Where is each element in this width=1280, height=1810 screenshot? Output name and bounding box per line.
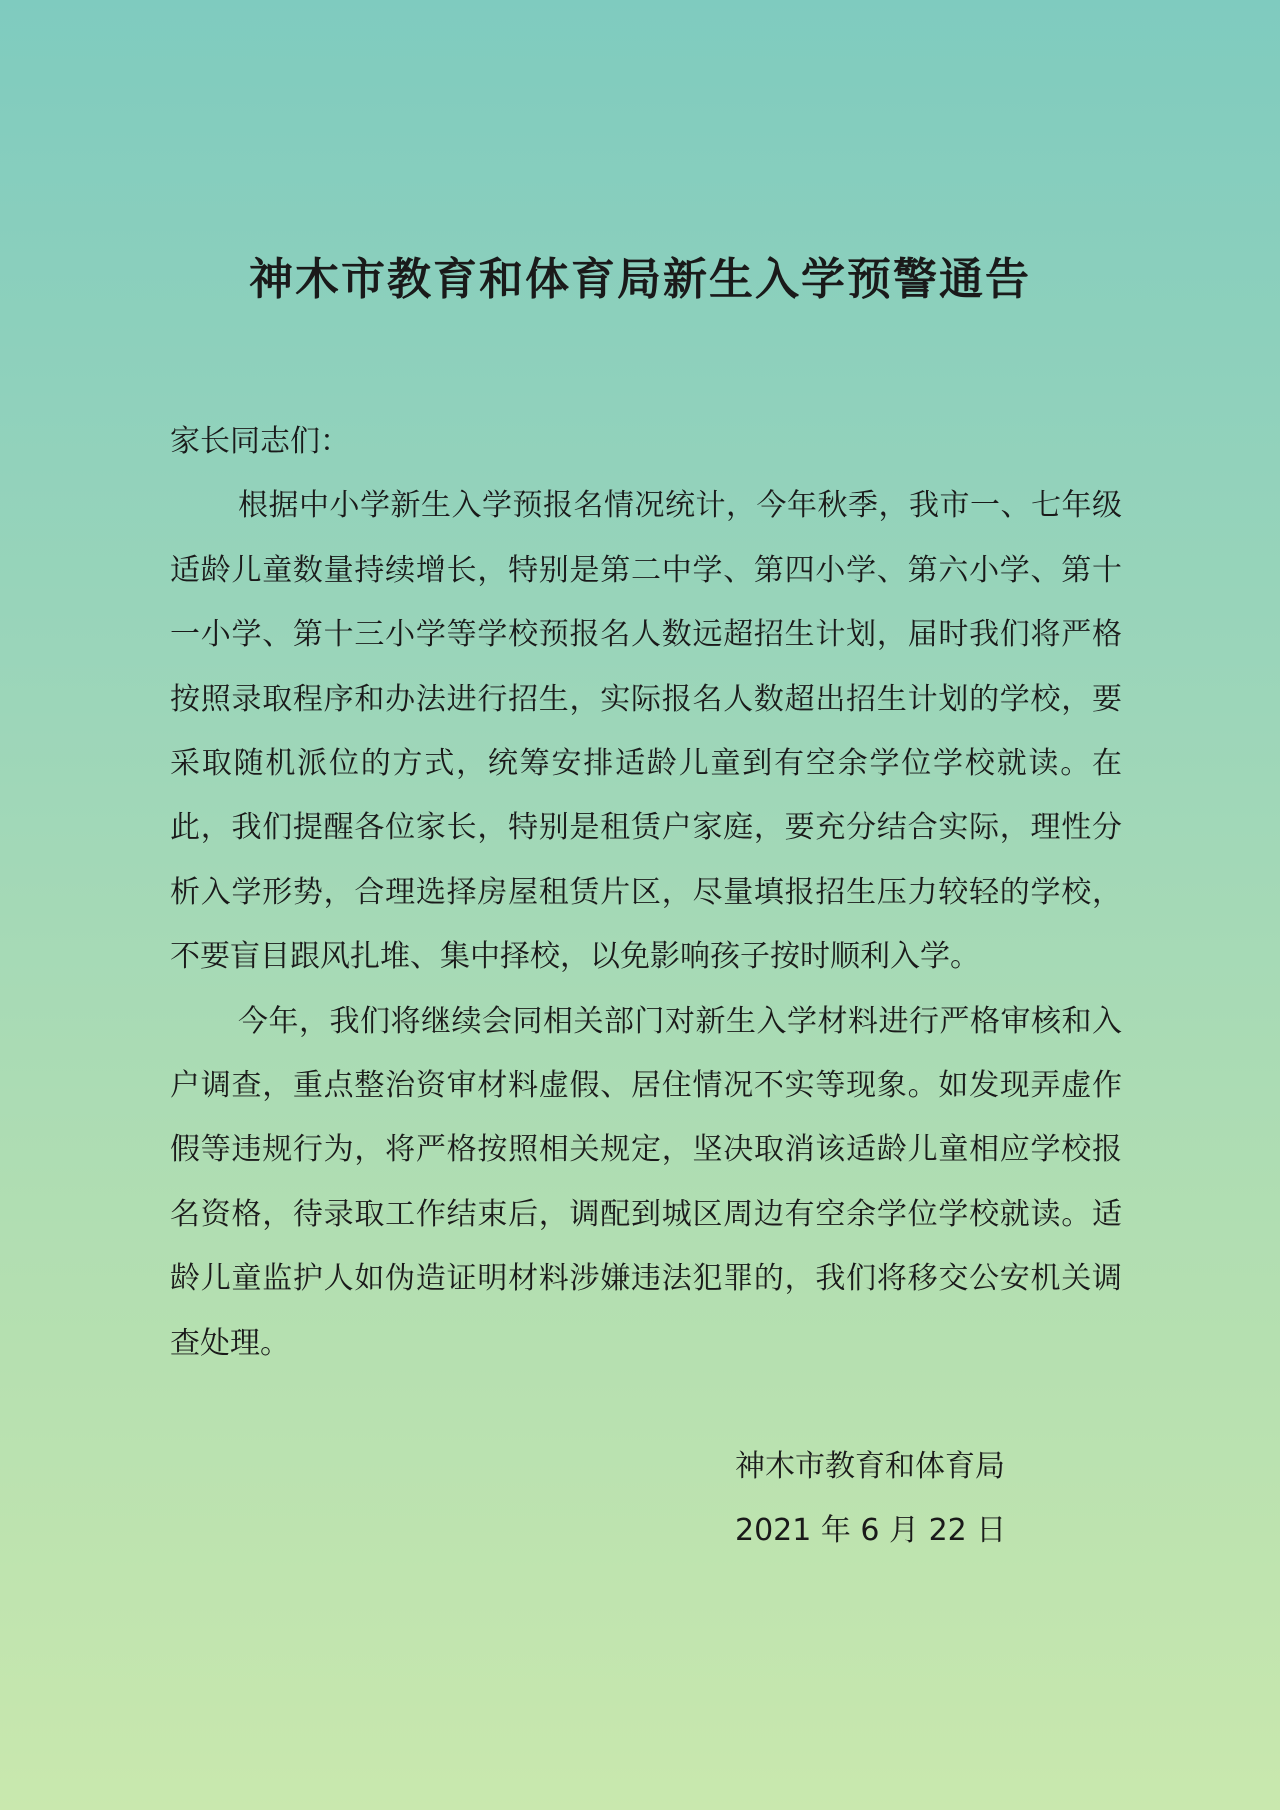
- signature-block: [735, 1435, 1135, 1564]
- issue-date: 2021 年 6 月 22 日: [735, 1513, 1007, 1549]
- salutation: 家长同志们：: [170, 424, 350, 459]
- notice-title: 神木市教育和体育局新生入学预警通告: [249, 254, 1031, 305]
- paragraph-2: 今年，我们将继续会同相关部门对新生入学材料进行严格审核和入户调查，重点整治资审材料虚假、居住情况不实等现象。如发现弄虚作假等违规行为，将严格按照相关规定，坚决取消该适龄儿童相应学校报名资格，待录取工作结束后，调配到城区周边有空余学位学校就读。适龄儿童监护人如伪造证明材料涉嫌违法犯罪的，我们将移交公安机关调查处理。: [170, 1003, 1122, 1361]
- paragraph-1: 根据中小学新生入学预报名情况统计，今年秋季，我市一、七年级适龄儿童数量持续增长，特别是第二中学、第四小学、第六小学、第十一小学、第十三小学等学校预报名人数远超招生计划，届时我们将严格按照录取程序和办法进行招生，实际报名人数超出招生计划的学校，要采取随机派位的方式，统筹安排适龄儿童到有空余学位学校就读。在此，我们提醒各位家长，特别是租赁户家庭，要充分结合实际，理性分析入学形势，合理选择房屋租赁片区，尽量填报招生压力较轻的学校，不要盲目跟风扎堆、集中择校，以免影响孩子按时顺利入学。: [170, 488, 1122, 975]
- notice-body: [170, 410, 1122, 1376]
- issuer-name: 神木市教育和体育局: [735, 1449, 1005, 1484]
